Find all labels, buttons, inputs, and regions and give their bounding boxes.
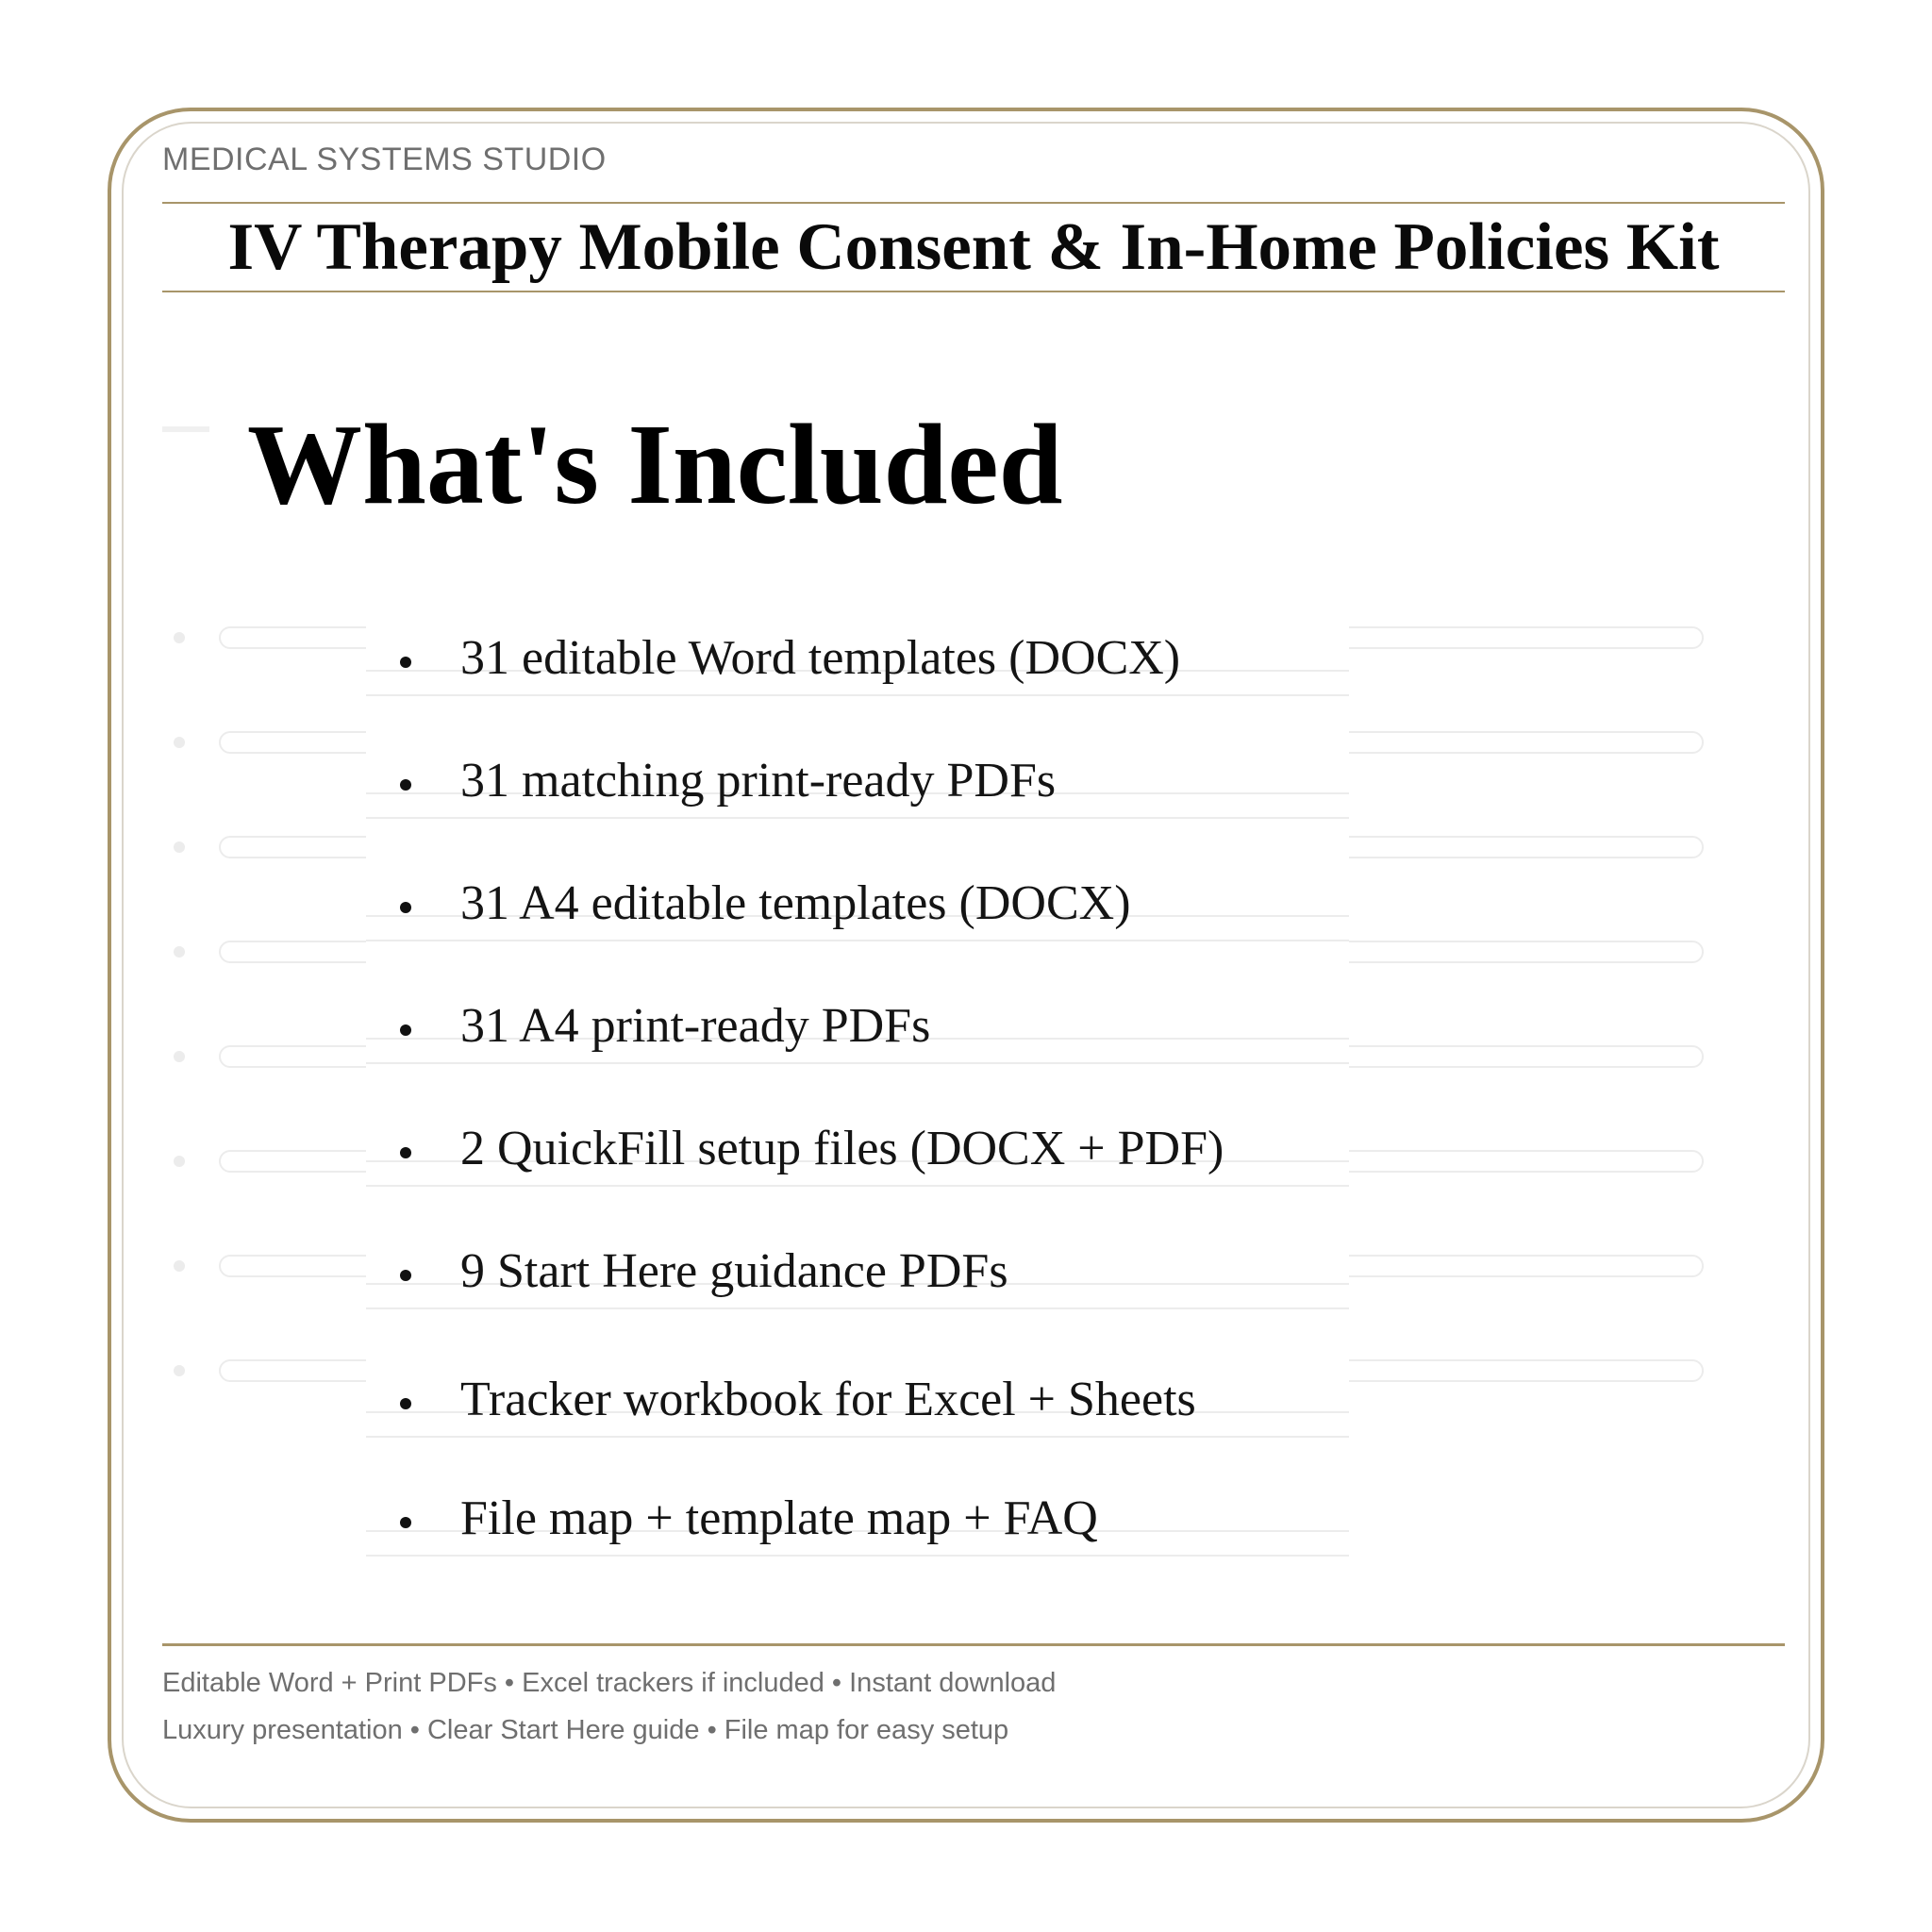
faint-dot-icon	[174, 1051, 185, 1062]
section-title: What's Included	[247, 401, 1063, 528]
bullet-icon	[400, 779, 411, 791]
included-items-list	[366, 604, 1349, 1566]
list-item-label: 2 QuickFill setup files (DOCX + PDF)	[460, 1122, 1224, 1175]
bullet-icon	[400, 1398, 411, 1409]
list-item-label: 31 A4 print-ready PDFs	[460, 999, 931, 1053]
faint-dot-icon	[174, 1260, 185, 1272]
bullet-icon	[400, 902, 411, 913]
list-item	[366, 999, 1349, 1066]
list-item-label: 31 editable Word templates (DOCX)	[460, 631, 1181, 685]
footer-features-line: Editable Word + Print PDFs • Excel trackers if included • Instant download	[162, 1668, 1057, 1698]
faint-dot-icon	[174, 1156, 185, 1167]
list-item	[366, 1491, 1349, 1558]
faint-dot-icon	[174, 1365, 185, 1376]
bullet-icon	[400, 657, 411, 668]
list-item-label: Tracker workbook for Excel + Sheets	[460, 1373, 1196, 1426]
list-item	[366, 754, 1349, 821]
faint-heading-mark	[162, 426, 209, 432]
faint-dot-icon	[174, 946, 185, 958]
list-item-label: 31 matching print-ready PDFs	[460, 754, 1057, 808]
footer-divider	[162, 1643, 1785, 1646]
list-item	[366, 1122, 1349, 1189]
list-item-label: 9 Start Here guidance PDFs	[460, 1244, 1008, 1298]
bullet-icon	[400, 1517, 411, 1528]
bullet-icon	[400, 1024, 411, 1036]
footer-benefits-line: Luxury presentation • Clear Start Here guide • File map for easy setup	[162, 1715, 1009, 1745]
list-item	[366, 876, 1349, 943]
list-item-label: File map + template map + FAQ	[460, 1491, 1098, 1545]
bullet-icon	[400, 1270, 411, 1281]
title-top-divider	[162, 202, 1785, 204]
faint-dot-icon	[174, 632, 185, 643]
bullet-icon	[400, 1147, 411, 1158]
title-bottom-divider	[162, 291, 1785, 292]
faint-dot-icon	[174, 737, 185, 748]
list-item	[366, 631, 1349, 698]
list-item-label: 31 A4 editable templates (DOCX)	[460, 876, 1131, 930]
list-item	[366, 1373, 1349, 1440]
faint-dot-icon	[174, 841, 185, 853]
list-item	[366, 1244, 1349, 1311]
kit-title: IV Therapy Mobile Consent & In-Home Policies Kit	[227, 210, 1720, 284]
studio-name: MEDICAL SYSTEMS STUDIO	[162, 142, 607, 177]
